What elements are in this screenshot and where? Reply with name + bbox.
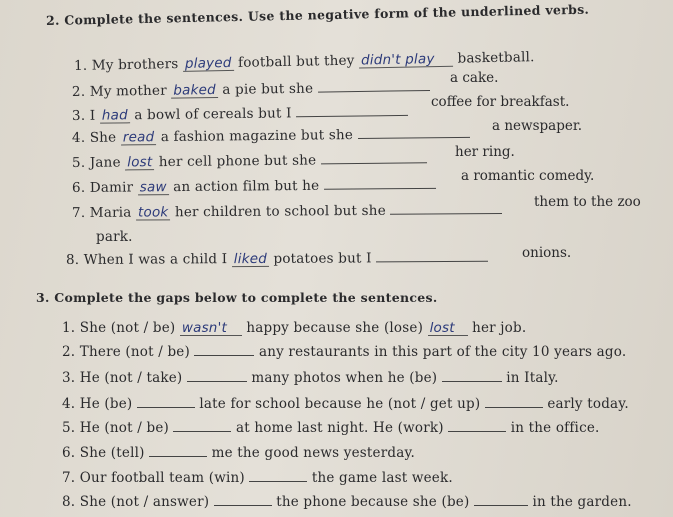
- sentence-text: her cell phone but she: [158, 152, 317, 171]
- sentence-text: He (not / be): [79, 420, 169, 436]
- ex3-item-3: [62, 370, 559, 386]
- underlined-verb: played: [184, 54, 232, 72]
- exercise-3-heading: 3. Complete the gaps below to complete the sentences.: [36, 290, 438, 305]
- answer-blank[interactable]: didn't play: [359, 53, 453, 69]
- answer-blank[interactable]: [390, 203, 502, 215]
- answer-blank[interactable]: [173, 421, 231, 432]
- item-number: 6.: [71, 179, 86, 196]
- underlined-verb: read: [122, 129, 155, 146]
- sentence-text: early today.: [547, 396, 629, 412]
- ex2-item-4-end: a newspaper.: [492, 118, 583, 134]
- sentence-text: She (not / be): [79, 320, 176, 336]
- item-number: 8.: [62, 494, 76, 510]
- ex2-item-6: [72, 177, 436, 196]
- sentence-text: any restaurants in this part of the city 10 years ago.: [258, 344, 627, 360]
- sentence-text: her job.: [472, 320, 527, 336]
- item-number: 3.: [62, 370, 76, 386]
- sentence-text: happy because she (lose): [246, 320, 424, 336]
- answer-blank[interactable]: [485, 397, 543, 408]
- ex2-item-8-end: onions.: [522, 245, 572, 261]
- item-number: 7.: [71, 204, 86, 221]
- ex2-item-7-continuation: park.: [96, 229, 133, 245]
- item-number: 8.: [65, 251, 80, 268]
- sentence-text: My brothers: [91, 55, 179, 74]
- answer-blank[interactable]: [249, 471, 307, 482]
- answer-blank[interactable]: [194, 345, 254, 356]
- ex3-item-4: [62, 396, 629, 412]
- ex2-item-2-end: a cake.: [450, 70, 499, 86]
- sentence-text: There (not / be): [79, 344, 190, 360]
- item-number: 6.: [62, 445, 76, 461]
- underlined-verb: had: [101, 107, 128, 124]
- item-number: 5.: [62, 420, 76, 436]
- item-number: 1.: [62, 320, 76, 336]
- sentence-text: an action film but he: [173, 177, 320, 196]
- item-number: 3.: [71, 107, 86, 124]
- answer-blank[interactable]: [448, 421, 506, 432]
- sentence-text: a bowl of cereals but I: [134, 105, 292, 124]
- sentence-text: many photos when he (be): [251, 370, 438, 386]
- sentence-text: potatoes but I: [273, 250, 372, 267]
- answer-blank[interactable]: [376, 251, 488, 263]
- underlined-verb: baked: [173, 81, 216, 99]
- underlined-verb: saw: [139, 179, 167, 196]
- ex2-item-7: [72, 202, 502, 221]
- sentence-text: When I was a child I: [83, 251, 228, 268]
- ex2-item-3-end: coffee for breakfast.: [431, 94, 570, 110]
- item-number: 2.: [71, 83, 86, 100]
- sentence-text: Maria: [89, 204, 132, 221]
- item-number: 1.: [73, 57, 88, 74]
- sentence-text: me the good news yesterday.: [211, 445, 415, 461]
- ex2-item-7-end: them to the zoo: [534, 194, 641, 210]
- answer-blank[interactable]: lost: [428, 322, 468, 336]
- sentence-text: football but they: [237, 52, 355, 71]
- exercise-2-heading: 2. Complete the sentences. Use the negative form of the underlined verbs.: [45, 1, 590, 28]
- ex2-item-5: [72, 151, 427, 171]
- sentence-text: her children to school but she: [174, 202, 386, 221]
- sentence-text: He (be): [79, 396, 133, 412]
- ex2-item-2: [72, 79, 430, 100]
- item-number: 4.: [62, 396, 76, 412]
- sentence-text: in the garden.: [532, 494, 632, 510]
- item-number: 4.: [71, 129, 86, 146]
- underlined-verb: lost: [127, 154, 153, 171]
- ex2-item-6-end: a romantic comedy.: [461, 168, 595, 184]
- underlined-verb: liked: [233, 250, 268, 268]
- answer-blank[interactable]: [321, 152, 427, 164]
- sentence-text: Jane: [89, 154, 121, 171]
- answer-blank[interactable]: [318, 80, 430, 93]
- item-number: 2.: [62, 344, 76, 360]
- sentence-text: a pie but she: [222, 80, 314, 98]
- ex3-item-7: [62, 470, 453, 486]
- answer-blank[interactable]: [214, 495, 272, 506]
- underlined-verb: took: [137, 204, 169, 221]
- sentence-text: the game last week.: [311, 470, 453, 486]
- ex2-item-8: [66, 250, 488, 268]
- ex3-item-5: [62, 420, 600, 436]
- item-number: 5.: [71, 154, 86, 171]
- sentence-text: She (not / answer): [79, 494, 210, 510]
- answer-blank[interactable]: [442, 371, 502, 382]
- ex2-item-5-end: her ring.: [455, 144, 515, 160]
- sentence-text: in Italy.: [506, 370, 559, 386]
- answer-blank[interactable]: [149, 446, 207, 457]
- ex2-item-4: [72, 126, 470, 146]
- sentence-text: Damir: [89, 179, 134, 196]
- sentence-text: at home last night. He (work): [235, 420, 444, 436]
- sentence-text: the phone because she (be): [276, 494, 470, 510]
- item-number: 7.: [62, 470, 76, 486]
- answer-blank[interactable]: [137, 397, 195, 408]
- answer-blank[interactable]: wasn't: [180, 322, 242, 336]
- ex3-item-6: [62, 445, 415, 461]
- sentence-text: Our football team (win): [79, 470, 245, 486]
- ex3-item-8: [62, 494, 632, 510]
- sentence-text: in the office.: [510, 420, 600, 436]
- answer-blank[interactable]: [474, 495, 528, 506]
- answer-blank[interactable]: [357, 127, 469, 139]
- sentence-text: late for school because he (not / get up): [199, 396, 481, 412]
- ex3-item-2: [62, 344, 626, 360]
- sentence-text: My mother: [89, 82, 167, 100]
- answer-blank[interactable]: [296, 105, 408, 117]
- answer-blank[interactable]: [324, 178, 436, 190]
- sentence-text: basketball.: [457, 49, 535, 67]
- sentence-text: I: [89, 107, 96, 124]
- answer-blank[interactable]: [187, 371, 247, 382]
- ex3-item-1: [62, 320, 526, 336]
- sentence-text: She: [89, 129, 117, 146]
- sentence-text: She (tell): [79, 445, 145, 461]
- sentence-text: a fashion magazine but she: [160, 127, 354, 146]
- sentence-text: He (not / take): [79, 370, 183, 386]
- ex2-item-3: [72, 104, 408, 124]
